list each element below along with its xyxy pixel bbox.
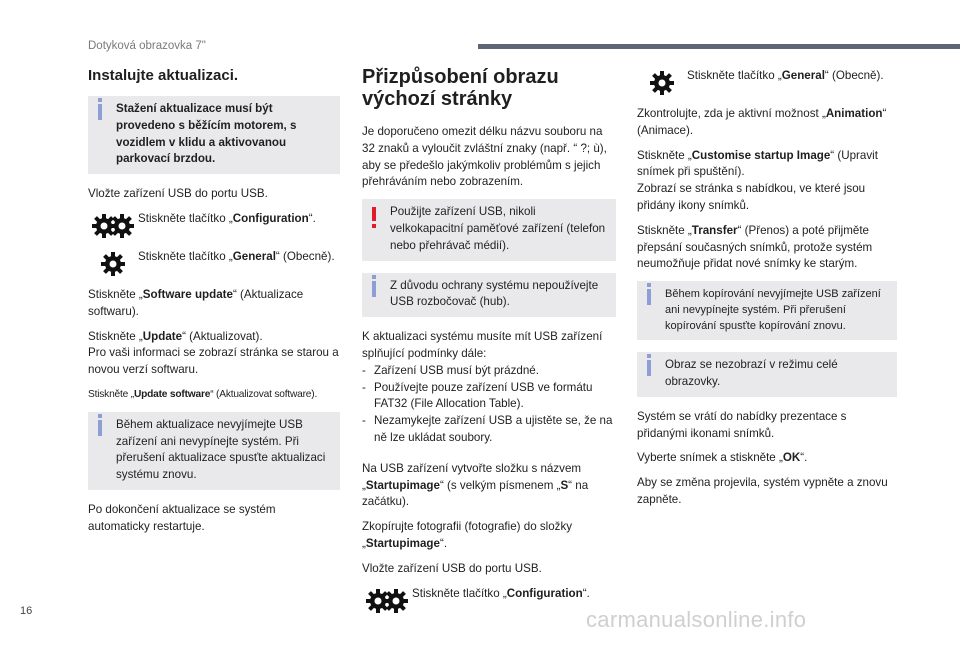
warning-note-engine: [88, 96, 340, 174]
return-text: Systém se vrátí do nabídky prezentace s přidanými ikonami snímků.: [637, 409, 847, 440]
key-configuration: Configuration: [232, 211, 309, 225]
software-update-text: Stiskněte „Software update“ (Aktualizace softwaru).: [88, 287, 304, 318]
intro-text: Je doporučeno omezit délku názvu souboru na 32 znaků a vyloučit zvláštní znaky (např. “ ?; ù), aby se předešlo jakýmkoliv problémům s jejich přehráváním nebo zobrazením.: [362, 125, 607, 189]
section-header: Dotyková obrazovka 7": [88, 40, 206, 52]
note-text: Použijte zařízení USB, nikoli velkokapacitní paměťové zařízení (telefon nebo přehrávač médií).: [390, 205, 606, 252]
column-1: [88, 66, 340, 544]
step-text: Stiskněte tlačítko „General“ (Obecně).: [687, 69, 884, 82]
info-note-fullscreen: [637, 352, 897, 397]
column-2: [362, 66, 616, 624]
list-item: - Používejte pouze zařízení USB ve formátu FAT32 (File Allocation Table).: [362, 380, 616, 414]
note-text: Z důvodu ochrany systému nepoužívejte USB rozbočovač (hub).: [390, 278, 599, 309]
insert-usb-text: Vložte zařízení USB do portu USB.: [88, 187, 268, 201]
conditions-list: [362, 363, 616, 447]
info-mark-icon: [647, 289, 651, 305]
info-note-update: [88, 412, 340, 490]
warning-note-usb: [362, 199, 616, 260]
step-general: [88, 249, 340, 277]
info-note-hub: [362, 273, 616, 318]
note-text: Během kopírování nevyjímejte USB zařízení ani nevypínejte systém. Při přerušení kopírování spusťte kopírování znovu.: [665, 288, 881, 333]
step-text: Stiskněte tlačítko „General“ (Obecně).: [138, 249, 335, 263]
column-3: [637, 66, 897, 517]
info-mark-icon: [372, 281, 376, 297]
info-mark-icon: [647, 360, 651, 376]
section-title-customise: Přizpůsobení obrazu výchozí stránky: [362, 66, 559, 110]
list-item: - Zařízení USB musí být prázdné.: [362, 363, 616, 380]
key-general: General: [232, 249, 276, 263]
step-text: Stiskněte tlačítko „Configuration“.: [412, 586, 590, 600]
warning-mark-icon: [372, 207, 376, 221]
ok-text: Vyberte snímek a stiskněte „OK“.: [637, 451, 808, 465]
key-general: General: [781, 69, 825, 82]
gear-icon: [88, 249, 138, 277]
step-configuration: [362, 586, 616, 614]
transfer-text: Stiskněte „Transfer“ (Přenos) a poté přijměte přepsání současných snímků, protože systém neumožňuje přidat nové snímky ke starým.: [637, 223, 873, 271]
list-item: - Nezamykejte zařízení USB a ujistěte se, že na ně lze ukládat soubory.: [362, 413, 616, 447]
info-mark-icon: [98, 104, 102, 120]
step-text: Stiskněte tlačítko „Configuration“.: [138, 211, 316, 225]
section-title-install: Instalujte aktualizaci.: [88, 67, 239, 84]
info-note-copy: [637, 281, 897, 340]
end-text: Aby se změna projevila, systém vypněte a znovu zapněte.: [637, 476, 888, 506]
copy-text: Zkopírujte fotografii (fotografie) do složky „Startupimage“.: [362, 520, 573, 550]
note-text: Stažení aktualizace musí být provedeno s běžícím motorem, s vozidlem v klidu a aktivovanou parkovací brzdou.: [116, 102, 297, 166]
gear-icon: [637, 68, 687, 96]
watermark: carmanualsonline.info: [586, 607, 807, 632]
step-general: [637, 68, 897, 96]
conditions-intro: K aktualizaci systému musíte mít USB zařízení splňující podmínky dále:: [362, 330, 603, 360]
note-text: Během aktualizace nevyjímejte USB zařízení ani nevypínejte systém. Při přerušení aktualizace spusťte aktualizaci systému znovu.: [116, 417, 326, 482]
key-configuration: Configuration: [506, 586, 583, 600]
note-text: Obraz se nezobrazí v režimu celé obrazovky.: [665, 358, 838, 388]
page-number: 16: [20, 605, 33, 617]
folder-text: Na USB zařízení vytvořte složku s názvem „Startupimage“ (s velkým písmenem „S“ na začátku).: [362, 461, 589, 509]
gears-icon: [362, 586, 412, 614]
customise-text: Stiskněte „Customise startup Image“ (Upravit snímek při spuštění). Zobrazí se stránka s nabídkou, ve které jsou přidány ikony snímků.: [637, 148, 878, 212]
update-software-text: Stiskněte „Update software“ (Aktualizovat software).: [88, 388, 318, 400]
gears-icon: [88, 211, 138, 239]
update-text: Stiskněte „Update“ (Aktualizovat). Pro vaši informaci se zobrazí stránka se starou a novou verzí softwaru.: [88, 329, 339, 377]
header-bar: [478, 44, 960, 49]
closing-text: Po dokončení aktualizace se systém automaticky restartuje.: [88, 502, 276, 533]
insert-usb-text: Vložte zařízení USB do portu USB.: [362, 561, 542, 575]
step-configuration: [88, 211, 340, 239]
info-mark-icon: [98, 420, 102, 436]
animation-text: Zkontrolujte, zda je aktivní možnost „Animation“ (Animace).: [637, 107, 887, 137]
